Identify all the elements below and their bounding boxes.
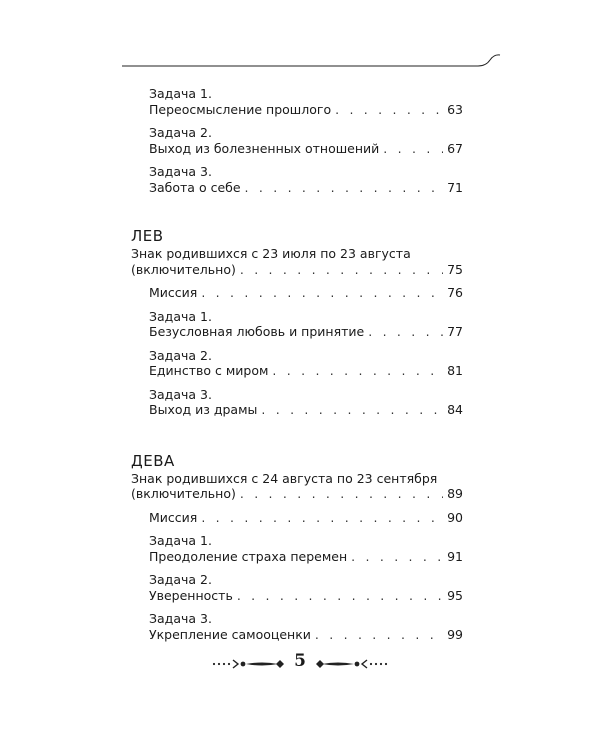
entry-title: Укрепление самооценки <box>149 626 311 642</box>
toc-entry[interactable] <box>131 309 463 340</box>
intro-line: Знак родившихся с 24 августа по 23 сентября <box>131 470 438 486</box>
task-number: Задача 1. <box>149 533 212 548</box>
toc-entry[interactable] <box>131 387 463 418</box>
toc-entry-leo-mission[interactable] <box>131 285 463 301</box>
leader-dots <box>201 510 443 526</box>
section-heading-virgo: ДЕВА <box>131 451 175 470</box>
leader-dots <box>240 262 443 278</box>
leader-dots <box>315 627 443 643</box>
page-ref: 67 <box>447 140 463 156</box>
entry-title: Уверенность <box>149 587 233 603</box>
entry-title: (включительно) <box>131 261 236 277</box>
page-ref: 91 <box>447 548 463 564</box>
page-ref: 63 <box>447 101 463 117</box>
leader-dots <box>368 324 443 340</box>
toc-entry-leo-intro[interactable] <box>131 246 463 277</box>
leader-dots <box>335 102 443 118</box>
task-number: Задача 1. <box>149 308 212 324</box>
page-ref: 81 <box>447 363 463 378</box>
entry-title: Переосмысление прошлого <box>149 101 332 117</box>
entry-title: Выход из болезненных отношений <box>149 140 380 156</box>
page-ref: 71 <box>447 179 463 195</box>
entry-title: Единство с миром <box>149 363 269 378</box>
toc-entry[interactable] <box>131 533 463 564</box>
leader-dots <box>351 549 443 565</box>
page-ref: 76 <box>447 285 463 300</box>
task-number: Задача 3. <box>149 611 212 626</box>
task-number: Задача 3. <box>149 164 212 179</box>
task-number: Задача 2. <box>149 347 212 363</box>
leader-dots <box>383 141 443 157</box>
table-of-contents <box>131 86 463 650</box>
page-ref: 90 <box>447 509 463 525</box>
intro-line: Знак родившихся с 23 июля по 23 августа <box>131 246 411 261</box>
toc-entry-virgo-mission[interactable] <box>131 510 463 526</box>
toc-entry[interactable] <box>131 164 463 195</box>
leader-dots <box>261 402 443 418</box>
entry-title: Миссия <box>149 285 198 300</box>
entry-title: Забота о себе <box>149 179 241 195</box>
toc-entry-virgo-intro[interactable] <box>131 471 463 502</box>
task-number: Задача 2. <box>149 572 212 587</box>
toc-entry[interactable] <box>131 348 463 379</box>
task-number: Задача 3. <box>149 386 212 402</box>
leader-dots <box>201 285 443 301</box>
page-ref: 89 <box>447 486 463 501</box>
leader-dots <box>272 363 443 379</box>
entry-title: (включительно) <box>131 486 236 501</box>
leader-dots <box>237 588 443 604</box>
page-ref: 77 <box>447 324 463 339</box>
entry-title: Преодоление страха перемен <box>149 548 348 564</box>
entry-title: Безусловная любовь и принятие <box>149 324 365 339</box>
entry-title: Выход из драмы <box>149 402 258 417</box>
page-ref: 75 <box>447 261 463 277</box>
header-rule-ornament <box>0 0 600 80</box>
toc-entry[interactable] <box>131 125 463 156</box>
toc-entry[interactable] <box>131 86 463 117</box>
entry-title: Миссия <box>149 509 198 525</box>
toc-entry[interactable] <box>131 572 463 603</box>
task-number: Задача 1. <box>149 86 212 101</box>
task-number: Задача 2. <box>149 125 212 140</box>
page-number: 5 <box>294 651 306 671</box>
toc-entry[interactable] <box>131 611 463 642</box>
leader-dots <box>240 486 443 502</box>
page-ref: 95 <box>447 587 463 603</box>
page-ref: 99 <box>447 626 463 642</box>
page-ref: 84 <box>447 402 463 417</box>
leader-dots <box>245 180 443 196</box>
section-heading-leo: ЛЕВ <box>131 227 164 245</box>
